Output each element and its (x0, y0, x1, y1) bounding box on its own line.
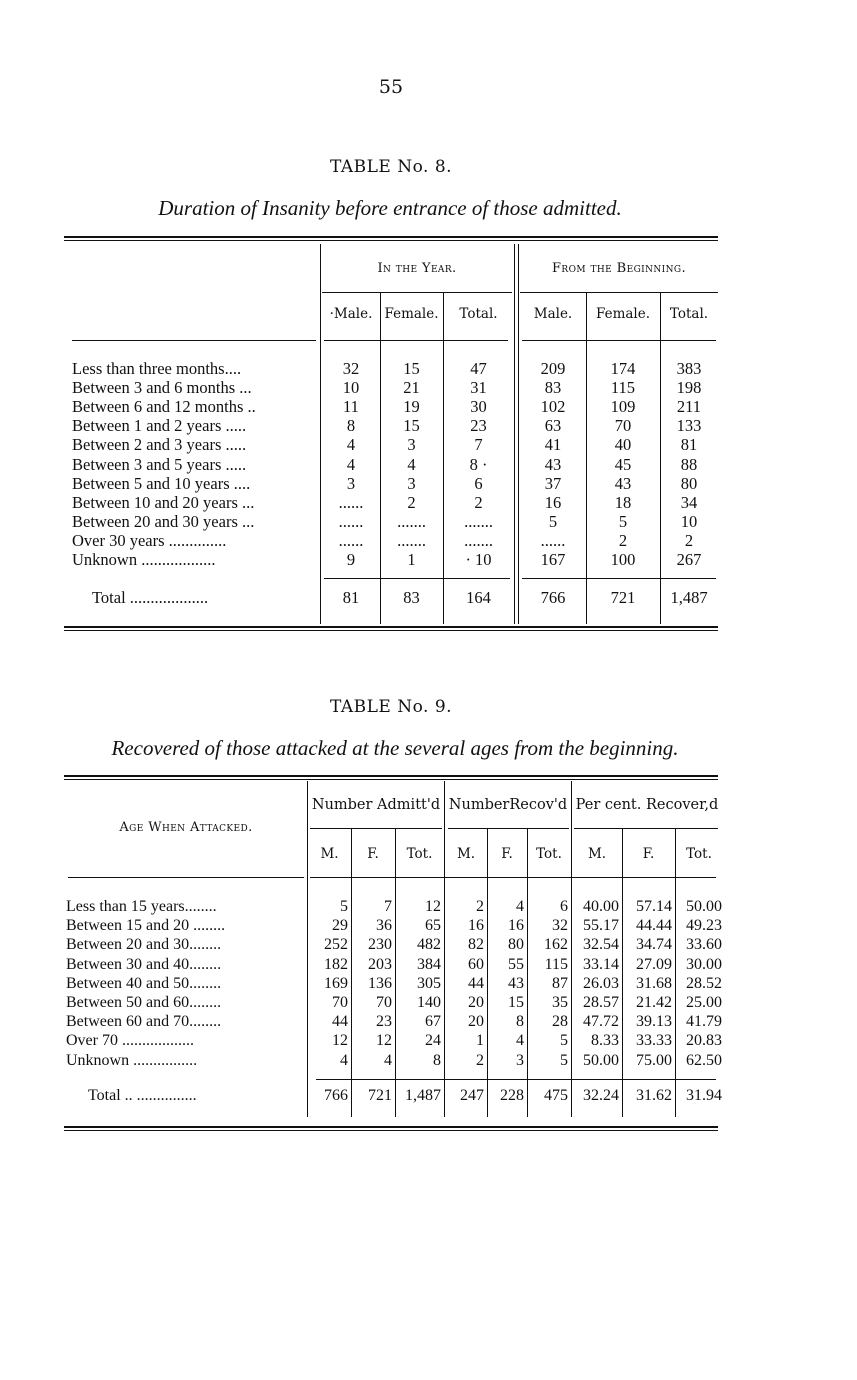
table-cell: 8 · (469, 454, 488, 474)
table-cell: 50.00 (686, 898, 722, 915)
table-cell: 25.00 (686, 994, 722, 1011)
table9-group-recovered: NumberRecov'd (448, 797, 568, 813)
row-label: Between 6 and 12 months .. (72, 397, 256, 417)
table-cell: ....... (397, 511, 426, 531)
table9-col-m-recovered: M. (456, 846, 476, 862)
table-cell: 4 (516, 1032, 524, 1050)
row-label: Total .. ............... (88, 1087, 197, 1104)
row-label: Between 5 and 10 years .... (72, 473, 251, 493)
table-cell: 2 (684, 530, 694, 550)
table-cell: 115 (610, 378, 636, 398)
table9-group-percent: Per cent. Recover,d (575, 797, 719, 813)
table-cell: 35 (552, 994, 568, 1011)
table-cell: 252 (324, 936, 348, 954)
table-cell: 62.50 (686, 1051, 722, 1069)
table9-col-m-percent: M. (587, 846, 607, 862)
table-cell: 230 (368, 936, 392, 954)
table-cell: 1,487 (405, 1087, 441, 1104)
table-cell: 55 (508, 955, 524, 973)
row-label: Between 60 and 70........ (66, 1013, 222, 1031)
table9-col-f-admitted: F. (367, 846, 379, 862)
table-cell: 3 (407, 473, 416, 493)
table-cell: ...... (540, 530, 566, 550)
table-cell: 7 (474, 435, 483, 455)
table9-title: TABLE No. 9. (329, 697, 453, 717)
table-cell: 34.74 (636, 936, 672, 954)
table-cell: 45 (614, 454, 632, 474)
table-cell: 30.00 (686, 955, 722, 973)
table9-age-header: Age When Attacked. (119, 820, 253, 835)
row-label: Between 40 and 50........ (66, 974, 222, 992)
table-cell: 24 (425, 1032, 441, 1050)
table-cell: 29 (332, 917, 348, 935)
table-cell: 6 (560, 898, 568, 915)
table-cell: 33.33 (636, 1032, 672, 1050)
row-label: Over 70 .................. (66, 1032, 194, 1050)
table-cell: 15 (403, 416, 420, 436)
table-cell: 4 (384, 1051, 392, 1069)
table-cell: 5 (548, 511, 558, 531)
table-cell: 267 (676, 550, 702, 569)
table-cell: 16 (544, 492, 562, 512)
table-cell: 8.33 (591, 1032, 619, 1050)
table9-group-admitted: Number Admitt'd (311, 797, 441, 813)
table-cell: 475 (544, 1087, 568, 1104)
table-cell: 26.03 (583, 974, 619, 992)
table-cell: 23 (470, 416, 487, 436)
table-cell: 47.72 (583, 1013, 619, 1031)
table-cell: 32 (342, 359, 360, 378)
table-cell: 49.23 (686, 917, 722, 935)
table-cell: 209 (540, 359, 566, 378)
table-cell: 36 (376, 917, 392, 935)
table-cell: 28.52 (686, 974, 722, 992)
table-cell: 136 (368, 974, 392, 992)
table-cell: 27.09 (636, 955, 672, 973)
table-cell: 3 (407, 435, 416, 455)
table9-col-tot-recovered: Tot. (536, 846, 562, 862)
table-cell: 211 (676, 397, 702, 417)
table-cell: 50.00 (583, 1051, 619, 1069)
table-cell: 80 (680, 473, 698, 493)
table8-col-total: Total. (459, 306, 498, 322)
table-cell: 721 (610, 588, 636, 607)
table-cell: 721 (368, 1087, 392, 1104)
row-label: Between 20 and 30........ (66, 936, 222, 954)
table-cell: 11 (343, 397, 359, 417)
table-cell: ...... (338, 492, 364, 512)
table-cell: 482 (417, 936, 441, 954)
table8-col-male-2: Male. (533, 306, 573, 322)
table-cell: 16 (468, 917, 484, 935)
table-cell: 21 (403, 378, 420, 398)
table-cell: 70 (614, 416, 632, 436)
table-cell: 81 (680, 435, 698, 455)
table-cell: · 10 (465, 550, 492, 569)
table-cell: 247 (460, 1087, 484, 1104)
table-cell: 75.00 (636, 1051, 672, 1069)
table-cell: 10 (342, 378, 360, 398)
table-cell: 182 (324, 955, 348, 973)
table-cell: 162 (544, 936, 568, 954)
table-cell: 164 (466, 588, 491, 607)
table-cell: 57.14 (636, 898, 672, 915)
table9-col-tot-percent: Tot. (686, 846, 712, 862)
row-label: Between 1 and 2 years ..... (72, 416, 247, 436)
table-cell: 305 (417, 974, 441, 992)
table-cell: 2 (618, 530, 628, 550)
table-cell: 39.13 (636, 1013, 672, 1031)
table-cell: 5 (340, 898, 348, 915)
table-cell: 19 (403, 397, 420, 417)
table8-col-male: ·Male. (329, 306, 373, 322)
table-cell: 4 (346, 454, 356, 474)
table8-group-from-beginning: From the Beginning. (551, 261, 687, 276)
table-cell: 6 (474, 473, 483, 493)
table-cell: 34 (680, 492, 698, 512)
table-cell: ...... (338, 530, 364, 550)
table-cell: 2 (407, 492, 416, 512)
table-cell: 87 (552, 974, 568, 992)
table-cell: 55.17 (583, 917, 619, 935)
table-cell: 203 (368, 955, 392, 973)
table-cell: 12 (332, 1032, 348, 1050)
table-cell: 44 (332, 1013, 348, 1031)
table-cell: 28.57 (583, 994, 619, 1011)
table-cell: 8 (433, 1051, 441, 1069)
table-cell: 2 (476, 1051, 484, 1069)
table-cell: 88 (680, 454, 698, 474)
table-cell: 4 (516, 898, 524, 915)
table-cell: 3 (346, 473, 356, 493)
table-cell: 37 (544, 473, 562, 493)
table-cell: 43 (614, 473, 632, 493)
table-cell: 174 (610, 359, 636, 378)
table-cell: 32.24 (583, 1087, 619, 1104)
table-cell: 8 (516, 1013, 524, 1031)
table-cell: 384 (417, 955, 441, 973)
table-cell: 81 (342, 588, 360, 607)
table-cell: 16 (508, 917, 524, 935)
table-cell: 41 (544, 435, 562, 455)
table-cell: 47 (470, 359, 487, 378)
table-cell: 65 (425, 917, 441, 935)
table-cell: 4 (340, 1051, 348, 1069)
row-label: Unknown .................. (72, 550, 216, 569)
table8-subtitle: Duration of Insanity before entrance of those admitted. (158, 196, 622, 220)
table-cell: 40.00 (583, 898, 619, 915)
table-cell: 1 (407, 550, 416, 569)
table-cell: 5 (560, 1051, 568, 1069)
table8-col-female: Female. (384, 306, 439, 322)
table9-col-m-admitted: M. (320, 846, 339, 862)
row-label: Between 30 and 40........ (66, 955, 222, 973)
table-cell: 31.94 (686, 1087, 722, 1104)
table-cell: ....... (464, 511, 493, 531)
table-cell: 169 (324, 974, 348, 992)
table-cell: 20 (468, 1013, 484, 1031)
table-cell: 2 (476, 898, 484, 915)
row-label: Over 30 years .............. (72, 530, 227, 550)
table-cell: 40 (614, 435, 632, 455)
table-cell: 100 (610, 550, 636, 569)
table-cell: 70 (376, 994, 392, 1011)
table-cell: 8 (346, 416, 356, 436)
row-label: Unknown ................ (66, 1051, 198, 1069)
table-cell: 41.79 (686, 1013, 722, 1031)
table-cell: 63 (544, 416, 562, 436)
table-cell: 23 (376, 1013, 392, 1031)
table-cell: 766 (540, 588, 566, 607)
table-cell: 15 (403, 359, 420, 378)
table-cell: 20 (468, 994, 484, 1011)
table9-subtitle: Recovered of those attacked at the several ages from the beginning. (111, 736, 679, 760)
row-label: Between 50 and 60........ (66, 994, 222, 1011)
table-cell: 28 (552, 1013, 568, 1031)
table8-col-female-2: Female. (595, 306, 651, 322)
table-cell: 44.44 (636, 917, 672, 935)
row-label: Between 3 and 5 years ..... (72, 454, 247, 474)
table-cell: 7 (384, 898, 392, 915)
table-cell: 83 (544, 378, 562, 398)
table-cell: 5 (560, 1032, 568, 1050)
table-cell: 15 (508, 994, 524, 1011)
table-cell: 10 (680, 511, 698, 531)
table-cell: 20.83 (686, 1032, 722, 1050)
table9-col-f-percent: F. (642, 846, 655, 862)
table-cell: ...... (338, 511, 364, 531)
table-cell: 140 (417, 994, 441, 1011)
table-cell: 31 (470, 378, 487, 398)
table9-col-f-recovered: F. (501, 846, 513, 862)
row-label: Between 3 and 6 months ... (72, 378, 252, 398)
table-cell: 167 (540, 550, 566, 569)
table-cell: 109 (610, 397, 636, 417)
page-number: 55 (378, 76, 404, 98)
table-cell: 766 (324, 1087, 348, 1104)
row-label: Total ................... (92, 588, 209, 607)
row-label: Between 15 and 20 ........ (66, 917, 226, 935)
table-cell: 18 (614, 492, 632, 512)
row-label: Less than three months.... (72, 359, 242, 378)
table-cell: 115 (544, 955, 568, 973)
table9-col-tot-admitted: Tot. (406, 846, 433, 862)
row-label: Between 10 and 20 years ... (72, 492, 255, 512)
table-cell: 70 (332, 994, 348, 1011)
table-cell: 44 (468, 974, 484, 992)
table-cell: 5 (618, 511, 628, 531)
table-cell: 2 (474, 492, 483, 512)
table-cell: 1,487 (670, 588, 708, 607)
table-cell: ....... (464, 530, 493, 550)
table-cell: 33.60 (686, 936, 722, 954)
row-label: Between 2 and 3 years ..... (72, 435, 247, 455)
table-cell: 80 (508, 936, 524, 954)
table-cell: 21.42 (636, 994, 672, 1011)
table-cell: 43 (544, 454, 562, 474)
table-cell: 198 (676, 378, 702, 398)
row-label: Between 20 and 30 years ... (72, 511, 255, 531)
table-cell: 133 (676, 416, 702, 436)
table-cell: 31.68 (636, 974, 672, 992)
table-cell: 31.62 (636, 1087, 672, 1104)
table-cell: 12 (376, 1032, 392, 1050)
table-cell: 33.14 (583, 955, 619, 973)
table-cell: 82 (468, 936, 484, 954)
table-cell: 60 (468, 955, 484, 973)
table-cell: 67 (425, 1013, 441, 1031)
table-cell: 4 (407, 454, 416, 474)
table-cell: 383 (676, 359, 702, 378)
table8-group-in-year: In the Year. (377, 261, 457, 276)
table-cell: 4 (346, 435, 356, 455)
table-cell: 9 (346, 550, 356, 569)
table-cell: 228 (500, 1087, 524, 1104)
table8-col-total-2: Total. (669, 306, 709, 322)
table8-title: TABLE No. 8. (329, 157, 453, 177)
table-cell: 32 (552, 917, 568, 935)
table-cell: 43 (508, 974, 524, 992)
table-cell: 102 (540, 397, 566, 417)
table-cell: 32.54 (583, 936, 619, 954)
table-cell: 3 (516, 1051, 524, 1069)
table-cell: 30 (470, 397, 487, 417)
table-cell: 12 (425, 898, 441, 915)
table-cell: ....... (397, 530, 426, 550)
table-cell: 83 (403, 588, 420, 607)
row-label: Less than 15 years........ (66, 898, 217, 915)
table-cell: 1 (476, 1032, 484, 1050)
